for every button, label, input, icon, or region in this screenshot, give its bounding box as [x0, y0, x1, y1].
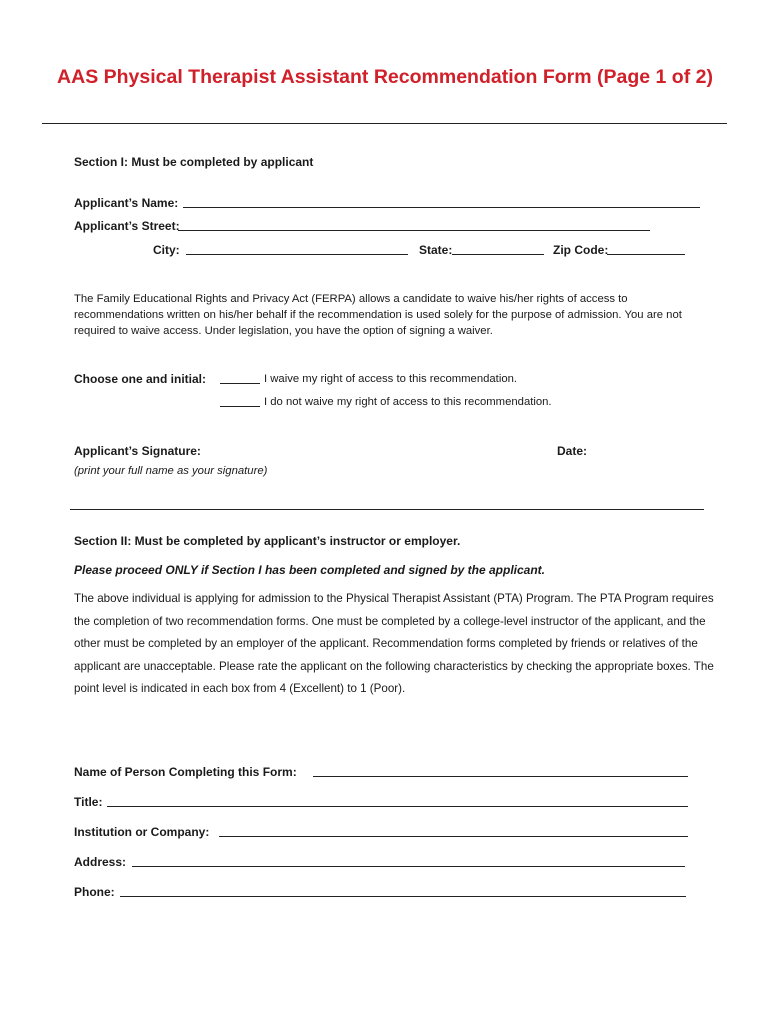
- person-completing-field[interactable]: [313, 766, 688, 777]
- state-label: State:: [419, 243, 453, 257]
- section1-heading: Section I: Must be completed by applicant: [74, 155, 314, 169]
- title-label: Title:: [74, 795, 103, 809]
- city-label: City:: [153, 243, 180, 257]
- applicant-street-label: Applicant’s Street:: [74, 219, 180, 233]
- title-field[interactable]: [107, 796, 688, 807]
- state-field[interactable]: [452, 244, 544, 255]
- choose-initial-label: Choose one and initial:: [74, 372, 207, 386]
- institution-label: Institution or Company:: [74, 825, 210, 839]
- date-label: Date:: [557, 444, 588, 458]
- phone-label: Phone:: [74, 885, 115, 899]
- institution-field[interactable]: [219, 826, 688, 837]
- ferpa-paragraph: The Family Educational Rights and Privacy Act (FERPA) allows a candidate to waive his/her rights of access to recommendations written on his/her behalf if the recommendation is used solely for the purpose of admission. You are not required to waive access. Under legislation, you have the option of signing a waiver.: [74, 293, 682, 337]
- address-label: Address:: [74, 855, 127, 869]
- section2-instruction: Please proceed ONLY if Section I has been completed and signed by the applicant.: [74, 563, 546, 577]
- city-field[interactable]: [186, 244, 408, 255]
- zip-code-label: Zip Code:: [553, 243, 609, 257]
- applicant-name-field[interactable]: [183, 197, 700, 208]
- section2-heading: Section II: Must be completed by applicant’s instructor or employer.: [74, 534, 461, 548]
- zip-code-field[interactable]: [607, 244, 685, 255]
- phone-field[interactable]: [120, 886, 686, 897]
- not-waive-option-text: I do not waive my right of access to this recommendation.: [264, 396, 552, 408]
- applicant-signature-label: Applicant’s Signature:: [74, 444, 201, 458]
- waive-option-text: I waive my right of access to this recommendation.: [264, 373, 518, 385]
- form-title: AAS Physical Therapist Assistant Recommendation Form (Page 1 of 2): [57, 66, 713, 88]
- applicant-street-field[interactable]: [178, 220, 650, 231]
- title-divider: [42, 123, 727, 124]
- not-waive-initial-field[interactable]: [220, 396, 260, 407]
- address-field[interactable]: [132, 856, 685, 867]
- person-completing-label: Name of Person Completing this Form:: [74, 765, 297, 779]
- applicant-name-label: Applicant’s Name:: [74, 196, 179, 210]
- signature-note: (print your full name as your signature): [74, 465, 268, 477]
- waive-initial-field[interactable]: [220, 373, 260, 384]
- section-divider: [70, 509, 704, 510]
- section2-body: The above individual is applying for admission to the Physical Therapist Assistant (PTA) Program. The PTA Program requires the completion of two recommendation forms. One must be completed by a college-level instructor of the applicant, and the other must be completed by an employer of the applicant. Recommendation forms completed by friends or relatives of the applicant are unacceptable. Please rate the applicant on the following characteristics by checking the appropriate boxes. The point level is indicated in each box from 4 (Excellent) to 1 (Poor).: [74, 592, 714, 696]
